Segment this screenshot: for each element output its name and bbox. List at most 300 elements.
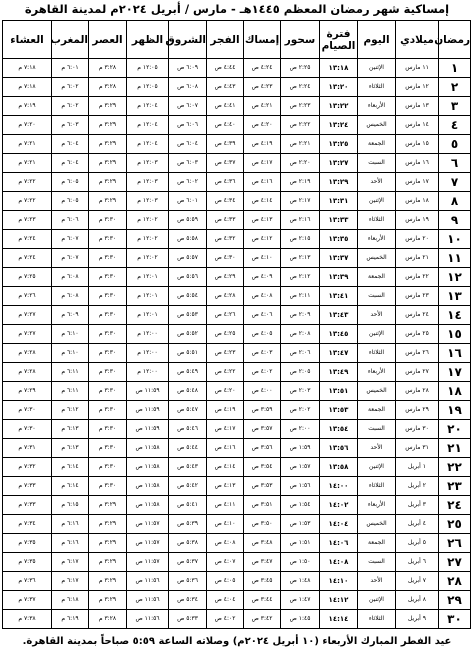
suhoor-cell: ٢:١٦ ص [281,211,320,230]
dhuhr-cell: ١١:٥٨ ص [127,458,169,477]
maghrib-cell: ٦:١٦ م [52,515,89,534]
imsak-cell: ٤:١٣ ص [244,211,281,230]
asr-cell: ٣:٣٠ م [89,458,127,477]
fajr-cell: ٤:٠٢ ص [207,610,244,629]
gregorian-date-cell: ١٥ مارس [396,135,439,154]
fasting-period-cell: ١٤:٠٠ [320,477,358,496]
imsak-cell: ٤:١٦ ص [244,173,281,192]
shurooq-cell: ٥:٤٣ ص [169,458,207,477]
fasting-period-cell: ١٣:٣١ [320,192,358,211]
imsakiya-table-container [3,20,471,629]
weekday-cell: السبت [358,287,396,306]
table-row [3,477,471,496]
fajr-cell: ٤:١٤ ص [207,458,244,477]
gregorian-date-cell: ٢٤ مارس [396,306,439,325]
ramadan-day-cell: ١٤ [439,306,471,325]
table-row [3,572,471,591]
asr-cell: ٣:٢٨ م [89,610,127,629]
maghrib-cell: ٦:١١ م [52,363,89,382]
asr-cell: ٣:٣٠ م [89,477,127,496]
imsak-cell: ٤:٠٣ ص [244,344,281,363]
gregorian-date-cell: ٨ أبريل [396,591,439,610]
header-fasting-period: فترة الصيام [320,21,358,59]
weekday-cell: الجمعة [358,534,396,553]
fajr-cell: ٤:٢٨ ص [207,287,244,306]
maghrib-cell: ٦:١٩ م [52,610,89,629]
gregorian-date-cell: ٤ أبريل [396,515,439,534]
weekday-cell: الثلاثاء [358,477,396,496]
suhoor-cell: ٢:٠٨ ص [281,325,320,344]
ramadan-day-cell: ٨ [439,192,471,211]
asr-cell: ٣:٣٠ م [89,439,127,458]
dhuhr-cell: ١٢:٠٤ م [127,97,169,116]
imsak-cell: ٤:٠٥ ص [244,325,281,344]
shurooq-cell: ٦:٠٧ ص [169,97,207,116]
ramadan-day-cell: ٢٧ [439,553,471,572]
suhoor-cell: ٢:١٩ ص [281,173,320,192]
ramadan-day-cell: ١٠ [439,230,471,249]
gregorian-date-cell: ١١ مارس [396,59,439,78]
table-row [3,458,471,477]
isha-cell: ٧:٣٢ م [3,458,52,477]
fasting-period-cell: ١٤:١٢ [320,591,358,610]
imsak-cell: ٤:٠٠ ص [244,382,281,401]
page-title: إمساكية شهر رمضان المعظم ١٤٤٥هـ - مارس / أبريل ٢٠٢٤م لمدينة القاهرة [24,2,450,16]
isha-cell: ٧:٢١ م [3,154,52,173]
isha-cell: ٧:٢٠ م [3,116,52,135]
fasting-period-cell: ١٣:٢٢ [320,97,358,116]
imsak-cell: ٤:٠٩ ص [244,268,281,287]
weekday-cell: الأربعاء [358,97,396,116]
weekday-cell: الخميس [358,116,396,135]
weekday-cell: الأحد [358,173,396,192]
dhuhr-cell: ١١:٥٧ ص [127,553,169,572]
header-imsak: إمساك [244,21,281,59]
ramadan-day-cell: ٢١ [439,439,471,458]
isha-cell: ٧:١٩ م [3,97,52,116]
weekday-cell: الخميس [358,515,396,534]
asr-cell: ٣:٣٠ م [89,382,127,401]
table-row [3,610,471,629]
isha-cell: ٧:٣١ م [3,439,52,458]
isha-cell: ٧:٢٧ م [3,325,52,344]
fasting-period-cell: ١٣:٥١ [320,382,358,401]
suhoor-cell: ٢:١٧ ص [281,192,320,211]
maghrib-cell: ٦:٠٤ م [52,154,89,173]
isha-cell: ٧:٢٤ م [3,230,52,249]
suhoor-cell: ٢:٠٦ ص [281,344,320,363]
suhoor-cell: ٢:١٣ ص [281,249,320,268]
shurooq-cell: ٥:٥٧ ص [169,249,207,268]
fasting-period-cell: ١٣:٥٣ [320,401,358,420]
maghrib-cell: ٦:١٤ م [52,477,89,496]
shurooq-cell: ٥:٣٤ ص [169,591,207,610]
fajr-cell: ٤:١٧ ص [207,420,244,439]
ramadan-day-cell: ٢ [439,78,471,97]
imsak-cell: ٣:٤٧ ص [244,553,281,572]
maghrib-cell: ٦:٠٨ م [52,287,89,306]
fasting-period-cell: ١٣:٢٤ [320,116,358,135]
fajr-cell: ٤:٣٢ ص [207,230,244,249]
asr-cell: ٣:٢٩ م [89,553,127,572]
weekday-cell: الأحد [358,306,396,325]
dhuhr-cell: ١١:٥٦ ص [127,572,169,591]
table-row [3,534,471,553]
table-row [3,192,471,211]
fajr-cell: ٤:١٠ ص [207,515,244,534]
isha-cell: ٧:١٨ م [3,59,52,78]
table-row [3,306,471,325]
ramadan-day-cell: ٢٦ [439,534,471,553]
table-row [3,420,471,439]
asr-cell: ٣:٣٠ م [89,325,127,344]
gregorian-date-cell: ٢٠ مارس [396,230,439,249]
shurooq-cell: ٥:٥١ ص [169,344,207,363]
shurooq-cell: ٥:٥٣ ص [169,306,207,325]
shurooq-cell: ٥:٤٤ ص [169,439,207,458]
imsakiya-table [2,20,471,629]
dhuhr-cell: ١٢:٠١ م [127,287,169,306]
imsak-cell: ٤:٢٣ ص [244,78,281,97]
fajr-cell: ٤:٠٤ ص [207,591,244,610]
imsak-cell: ٣:٤٨ ص [244,534,281,553]
suhoor-cell: ٢:٢٠ ص [281,154,320,173]
shurooq-cell: ٥:٥٦ ص [169,268,207,287]
isha-cell: ٧:٢٣ م [3,211,52,230]
imsak-cell: ٤:١٧ ص [244,154,281,173]
header-dhuhr: الظهر [127,21,169,59]
fasting-period-cell: ١٣:٢٧ [320,154,358,173]
maghrib-cell: ٦:١٥ م [52,496,89,515]
weekday-cell: السبت [358,154,396,173]
weekday-cell: الإثنين [358,325,396,344]
dhuhr-cell: ١٢:٠٠ م [127,344,169,363]
imsak-cell: ٤:٢٠ ص [244,116,281,135]
ramadan-day-cell: ٢٢ [439,458,471,477]
isha-cell: ٧:٢٧ م [3,306,52,325]
fasting-period-cell: ١٣:٤٣ [320,306,358,325]
imsak-cell: ٤:١٢ ص [244,230,281,249]
maghrib-cell: ٦:٠٥ م [52,192,89,211]
ramadan-day-cell: ٤ [439,116,471,135]
imsak-cell: ٣:٤٢ ص [244,610,281,629]
fasting-period-cell: ١٣:٣٥ [320,230,358,249]
asr-cell: ٣:٢٨ م [89,78,127,97]
isha-cell: ٧:٢٨ م [3,344,52,363]
imsak-cell: ٤:٢٤ ص [244,59,281,78]
weekday-cell: الجمعة [358,401,396,420]
maghrib-cell: ٦:٠٢ م [52,78,89,97]
dhuhr-cell: ١٢:٠٣ م [127,192,169,211]
weekday-cell: الإثنين [358,458,396,477]
gregorian-date-cell: ٣١ مارس [396,439,439,458]
ramadan-day-cell: ٩ [439,211,471,230]
gregorian-date-cell: ٢٦ مارس [396,344,439,363]
gregorian-date-cell: ٢٩ مارس [396,401,439,420]
asr-cell: ٣:٢٩ م [89,192,127,211]
header-day: اليوم [358,21,396,59]
shurooq-cell: ٦:٠٢ ص [169,173,207,192]
shurooq-cell: ٥:٣٧ ص [169,553,207,572]
maghrib-cell: ٦:٠١ م [52,59,89,78]
gregorian-date-cell: ١٧ مارس [396,173,439,192]
table-row [3,496,471,515]
fajr-cell: ٤:٣٩ ص [207,135,244,154]
ramadan-day-cell: ٣٠ [439,610,471,629]
asr-cell: ٣:٣٠ م [89,287,127,306]
asr-cell: ٣:٢٩ م [89,515,127,534]
shurooq-cell: ٥:٥٩ ص [169,211,207,230]
fajr-cell: ٤:٢٢ ص [207,363,244,382]
ramadan-day-cell: ٧ [439,173,471,192]
maghrib-cell: ٦:٠٧ م [52,249,89,268]
shurooq-cell: ٦:٠٨ ص [169,78,207,97]
fasting-period-cell: ١٣:٤٥ [320,325,358,344]
fajr-cell: ٤:٤١ ص [207,97,244,116]
dhuhr-cell: ١٢:٠٣ م [127,173,169,192]
ramadan-day-cell: ١٧ [439,363,471,382]
dhuhr-cell: ١٢:٠١ م [127,306,169,325]
dhuhr-cell: ١٢:٠٢ م [127,211,169,230]
ramadan-day-cell: ٢٠ [439,420,471,439]
maghrib-cell: ٦:١٢ م [52,401,89,420]
fasting-period-cell: ١٣:٥٤ [320,420,358,439]
table-row [3,344,471,363]
table-row [3,591,471,610]
fasting-period-cell: ١٣:٥٦ [320,439,358,458]
weekday-cell: الأحد [358,572,396,591]
gregorian-date-cell: ١ أبريل [396,458,439,477]
fajr-cell: ٤:٠٧ ص [207,553,244,572]
fajr-cell: ٤:٤٣ ص [207,78,244,97]
ramadan-day-cell: ٢٨ [439,572,471,591]
header-suhoor: سحور [281,21,320,59]
table-row [3,515,471,534]
fasting-period-cell: ١٣:٤٧ [320,344,358,363]
shurooq-cell: ٥:٣٦ ص [169,572,207,591]
table-row [3,249,471,268]
asr-cell: ٣:٣٠ م [89,344,127,363]
gregorian-date-cell: ١٣ مارس [396,97,439,116]
table-row [3,173,471,192]
table-row [3,401,471,420]
gregorian-date-cell: ١٢ مارس [396,78,439,97]
dhuhr-cell: ١١:٥٧ ص [127,515,169,534]
table-row [3,211,471,230]
asr-cell: ٣:٣٠ م [89,401,127,420]
fajr-cell: ٤:٤٠ ص [207,116,244,135]
fajr-cell: ٤:٣٦ ص [207,173,244,192]
maghrib-cell: ٦:١٧ م [52,572,89,591]
imsak-cell: ٤:١٤ ص [244,192,281,211]
fajr-cell: ٤:٢٩ ص [207,268,244,287]
gregorian-date-cell: ٣ أبريل [396,496,439,515]
asr-cell: ٣:٣٠ م [89,268,127,287]
gregorian-date-cell: ١٩ مارس [396,211,439,230]
gregorian-date-cell: ١٦ مارس [396,154,439,173]
shurooq-cell: ٥:٥٤ ص [169,287,207,306]
ramadan-day-cell: ٢٩ [439,591,471,610]
ramadan-day-cell: ١٣ [439,287,471,306]
isha-cell: ٧:٣٠ م [3,420,52,439]
weekday-cell: الأربعاء [358,230,396,249]
suhoor-cell: ٢:٢٤ ص [281,78,320,97]
maghrib-cell: ٦:٠٧ م [52,230,89,249]
fajr-cell: ٤:٠٨ ص [207,534,244,553]
isha-cell: ٧:٣٣ م [3,496,52,515]
isha-cell: ٧:٢٨ م [3,363,52,382]
shurooq-cell: ٦:٠٣ ص [169,154,207,173]
gregorian-date-cell: ٥ أبريل [396,534,439,553]
weekday-cell: الإثنين [358,591,396,610]
isha-cell: ٧:٣٤ م [3,515,52,534]
suhoor-cell: ١:٤٧ ص [281,591,320,610]
ramadan-day-cell: ١٢ [439,268,471,287]
suhoor-cell: ٢:١١ ص [281,287,320,306]
gregorian-date-cell: ٦ أبريل [396,553,439,572]
imsak-cell: ٣:٥٦ ص [244,439,281,458]
fajr-cell: ٤:٢٣ ص [207,344,244,363]
suhoor-cell: ١:٥٣ ص [281,515,320,534]
weekday-cell: الإثنين [358,192,396,211]
asr-cell: ٣:٢٩ م [89,496,127,515]
fasting-period-cell: ١٤:٠٨ [320,553,358,572]
imsak-cell: ٤:٢١ ص [244,97,281,116]
shurooq-cell: ٦:٠١ ص [169,192,207,211]
dhuhr-cell: ١٢:٠٥ م [127,59,169,78]
imsak-cell: ٤:١٠ ص [244,249,281,268]
gregorian-date-cell: ٢ أبريل [396,477,439,496]
maghrib-cell: ٦:٠٦ م [52,211,89,230]
fasting-period-cell: ١٣:٢٥ [320,135,358,154]
ramadan-day-cell: ١٥ [439,325,471,344]
maghrib-cell: ٦:٠٢ م [52,97,89,116]
dhuhr-cell: ١٢:٠٠ م [127,363,169,382]
asr-cell: ٣:٣٠ م [89,363,127,382]
weekday-cell: الثلاثاء [358,344,396,363]
header-gregorian: ميلادي [396,21,439,59]
isha-cell: ٧:٣٠ م [3,401,52,420]
shurooq-cell: ٥:٣٣ ص [169,610,207,629]
suhoor-cell: ٢:٠٠ ص [281,420,320,439]
suhoor-cell: ٢:٠٩ ص [281,306,320,325]
dhuhr-cell: ١٢:٠٤ م [127,116,169,135]
asr-cell: ٣:٢٩ م [89,591,127,610]
ramadan-day-cell: ١١ [439,249,471,268]
isha-cell: ٧:٣٥ م [3,534,52,553]
table-row [3,230,471,249]
isha-cell: ٧:٣٦ م [3,572,52,591]
suhoor-cell: ١:٤٨ ص [281,572,320,591]
ramadan-day-cell: ١٨ [439,382,471,401]
weekday-cell: السبت [358,420,396,439]
shurooq-cell: ٥:٤٨ ص [169,382,207,401]
fajr-cell: ٤:٣٠ ص [207,249,244,268]
shurooq-cell: ٦:٠٦ ص [169,116,207,135]
fajr-cell: ٤:٣٤ ص [207,192,244,211]
suhoor-cell: ١:٥٩ ص [281,439,320,458]
fasting-period-cell: ١٤:٠٤ [320,515,358,534]
weekday-cell: السبت [358,553,396,572]
suhoor-cell: ٢:٢٥ ص [281,59,320,78]
suhoor-cell: ١:٤٥ ص [281,610,320,629]
fajr-cell: ٤:٣٣ ص [207,211,244,230]
dhuhr-cell: ١٢:٠١ م [127,268,169,287]
isha-cell: ٧:٢٢ م [3,192,52,211]
suhoor-cell: ٢:٠٥ ص [281,363,320,382]
shurooq-cell: ٥:٤٢ ص [169,477,207,496]
table-row [3,287,471,306]
dhuhr-cell: ١١:٥٨ ص [127,496,169,515]
imsak-cell: ٤:٠٢ ص [244,363,281,382]
maghrib-cell: ٦:١٦ م [52,534,89,553]
weekday-cell: الخميس [358,382,396,401]
imsak-cell: ٣:٥٩ ص [244,401,281,420]
table-row [3,553,471,572]
gregorian-date-cell: ١٨ مارس [396,192,439,211]
maghrib-cell: ٦:٠٤ م [52,135,89,154]
gregorian-date-cell: ٢٨ مارس [396,382,439,401]
asr-cell: ٣:٣٠ م [89,230,127,249]
suhoor-cell: ٢:٢٣ ص [281,97,320,116]
fajr-cell: ٤:٢٠ ص [207,382,244,401]
fasting-period-cell: ١٣:٥٨ [320,458,358,477]
fasting-period-cell: ١٣:٣٣ [320,211,358,230]
gregorian-date-cell: ١٤ مارس [396,116,439,135]
gregorian-date-cell: ٩ أبريل [396,610,439,629]
fajr-cell: ٤:٢٥ ص [207,325,244,344]
maghrib-cell: ٦:١١ م [52,382,89,401]
dhuhr-cell: ١٢:٠٤ م [127,135,169,154]
asr-cell: ٣:٣٠ م [89,420,127,439]
header-row [3,21,471,59]
fasting-period-cell: ١٣:٣٩ [320,268,358,287]
maghrib-cell: ٦:١٧ م [52,553,89,572]
table-row [3,59,471,78]
fajr-cell: ٤:٢٦ ص [207,306,244,325]
dhuhr-cell: ١١:٥٨ ص [127,439,169,458]
fasting-period-cell: ١٣:٣٧ [320,249,358,268]
fasting-period-cell: ١٣:٢٠ [320,78,358,97]
dhuhr-cell: ١٢:٠٥ م [127,78,169,97]
eid-note: عيد الفطر المبارك الأربعاء (١٠ أبريل ٢٠٢٤م) وصلاته الساعة ٥:٥٩ صباحاً بمدينة القاهرة. [22,636,452,647]
imsak-cell: ٣:٥١ ص [244,496,281,515]
isha-cell: ٧:٢٩ م [3,382,52,401]
dhuhr-cell: ١٢:٠٢ م [127,249,169,268]
isha-cell: ٧:٢٤ م [3,249,52,268]
weekday-cell: الأحد [358,439,396,458]
asr-cell: ٣:٢٩ م [89,135,127,154]
gregorian-date-cell: ٢٣ مارس [396,287,439,306]
isha-cell: ٧:٢٦ م [3,287,52,306]
dhuhr-cell: ١٢:٠٣ م [127,154,169,173]
maghrib-cell: ٦:٠٥ م [52,173,89,192]
imsak-cell: ٤:٠٨ ص [244,287,281,306]
table-body [3,59,471,629]
header-ramadan: رمضان [439,21,471,59]
dhuhr-cell: ١١:٥٩ ص [127,401,169,420]
maghrib-cell: ٦:١٨ م [52,591,89,610]
shurooq-cell: ٥:٥٢ ص [169,325,207,344]
gregorian-date-cell: ٢٥ مارس [396,325,439,344]
header-isha: العشاء [3,21,52,59]
ramadan-day-cell: ١٩ [439,401,471,420]
gregorian-date-cell: ٣٠ مارس [396,420,439,439]
maghrib-cell: ٦:٠٩ م [52,306,89,325]
suhoor-cell: ١:٥٦ ص [281,477,320,496]
isha-cell: ٧:٣٨ م [3,610,52,629]
fasting-period-cell: ١٣:٤٩ [320,363,358,382]
